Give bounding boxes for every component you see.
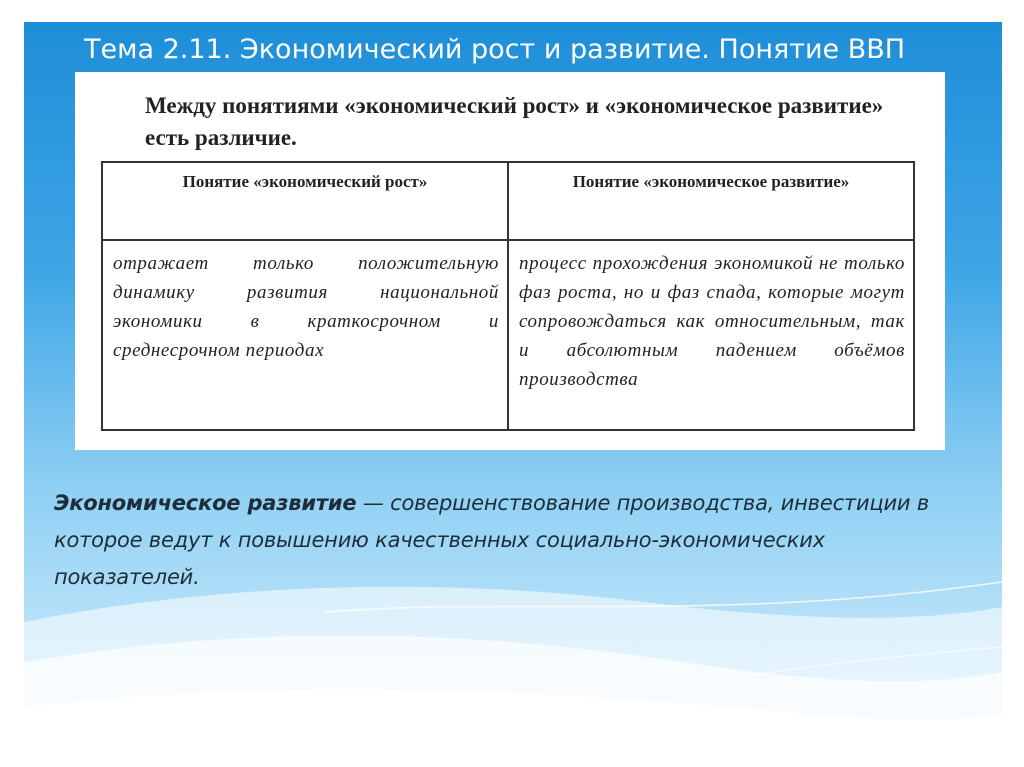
intro-text: Между понятиями «экономический рост» и «экономическое развитие» есть различие. xyxy=(145,93,884,150)
table-row xyxy=(102,240,914,430)
definition-paragraph xyxy=(54,485,954,596)
header-growth: Понятие «экономический рост» xyxy=(102,162,508,240)
table-header-row xyxy=(102,162,914,240)
textbook-excerpt xyxy=(75,72,945,450)
definition-term: Экономическое развитие xyxy=(54,491,357,515)
comparison-table xyxy=(101,161,915,431)
cell-growth: отражает только положительную динамику развития национальной экономики в краткосрочном и среднесрочном периодах xyxy=(102,240,508,430)
slide-background xyxy=(24,22,1002,742)
header-development: Понятие «экономическое развитие» xyxy=(508,162,914,240)
definition-text: — совершенствование производства, инвестиции в которое ведут к повышению качественных социально-экономических показателей. xyxy=(54,491,930,589)
cell-development: процесс прохождения экономикой не только фаз роста, но и фаз спада, которые могут сопровождаться как относительным, так и абсолютным падением объёмов производства xyxy=(508,240,914,430)
slide-title: Тема 2.11. Экономический рост и развитие. Понятие ВВП xyxy=(84,34,906,65)
